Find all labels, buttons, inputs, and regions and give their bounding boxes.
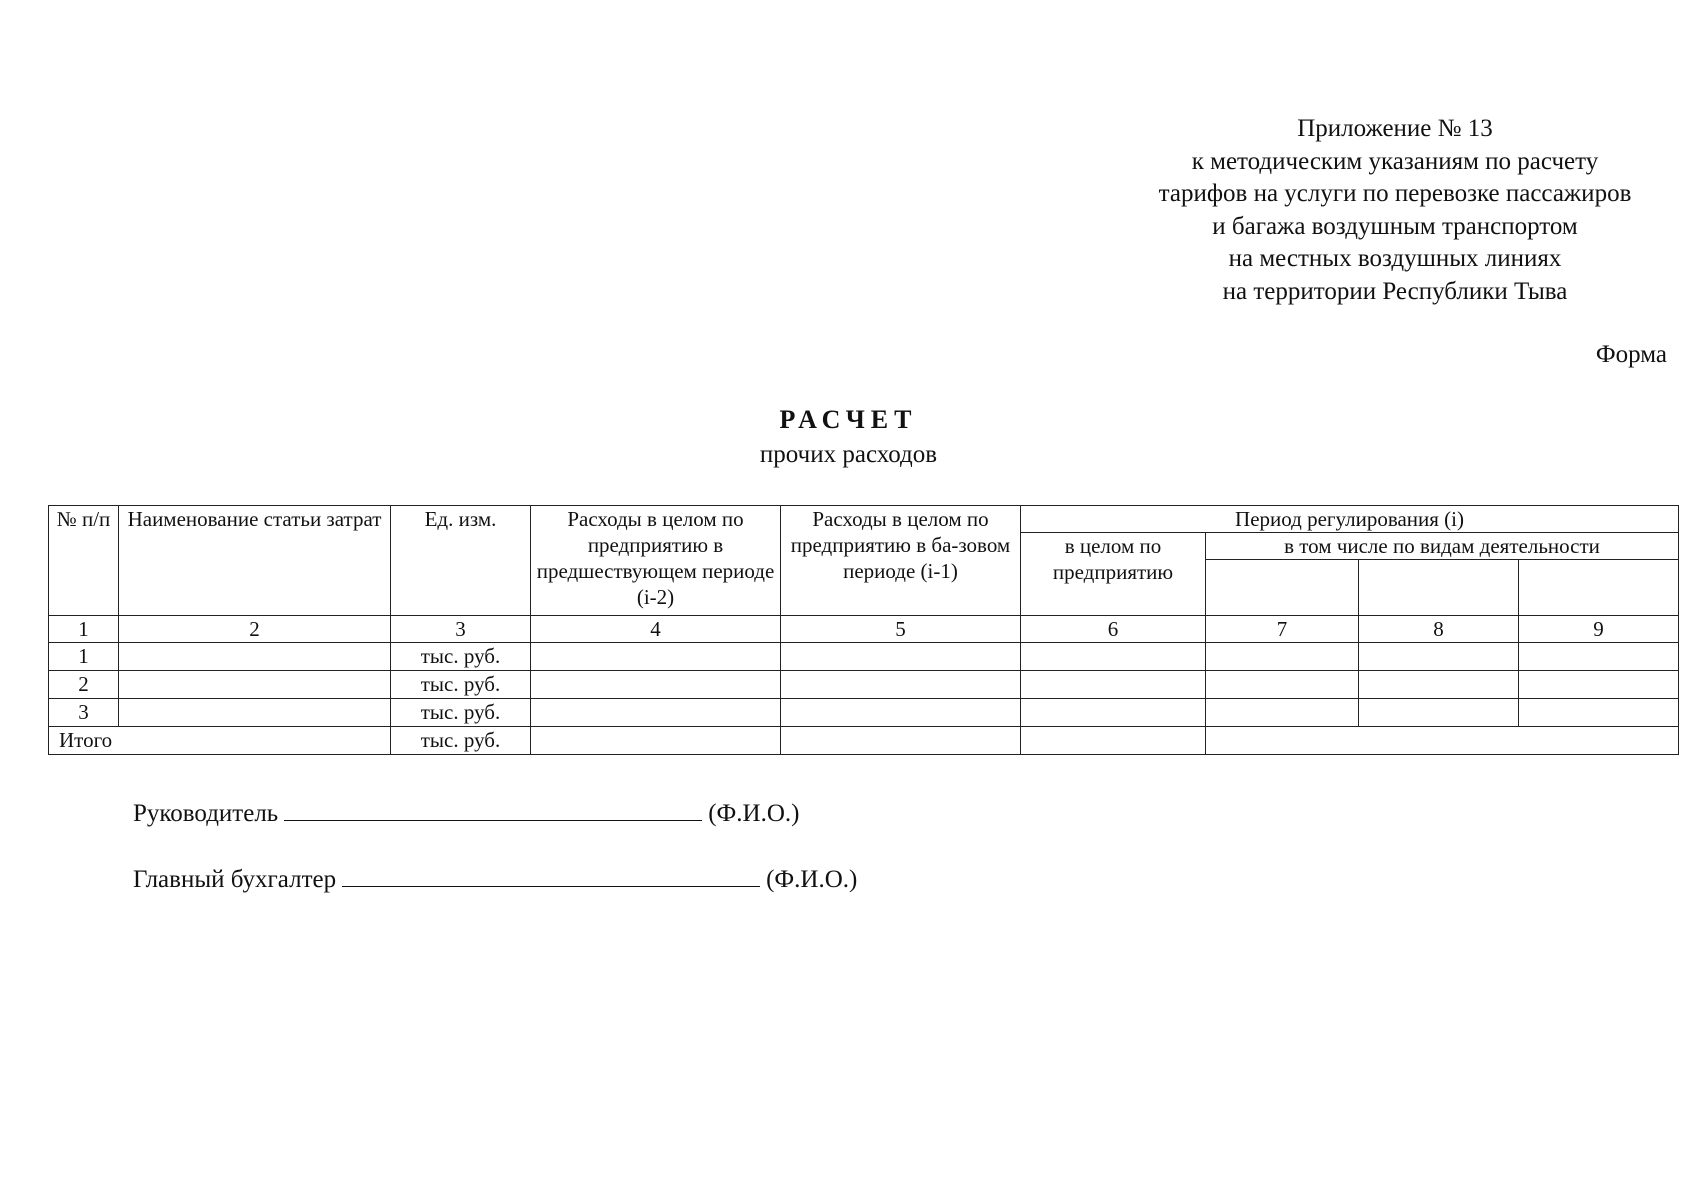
row-num: 1 (49, 643, 119, 671)
column-number: 9 (1519, 616, 1679, 643)
value-cell[interactable] (1519, 699, 1679, 727)
head-signature-label: Руководитель (133, 800, 279, 827)
value-cell[interactable] (1021, 699, 1206, 727)
table-row (49, 671, 1679, 699)
value-cell[interactable] (1206, 643, 1359, 671)
header-prev-period: Расходы в целом по предприятию в предшествующем периоде (i-2) (531, 506, 781, 616)
head-signature (133, 800, 799, 828)
total-value-cell[interactable] (1021, 727, 1206, 755)
value-cell[interactable] (781, 699, 1021, 727)
header-by-activity: в том числе по видам деятельности (1206, 533, 1679, 560)
appendix-header (1085, 113, 1697, 308)
activity-cell[interactable] (1206, 560, 1359, 616)
header-whole-enterprise: в целом по предприятию (1021, 533, 1206, 616)
value-cell[interactable] (1359, 671, 1519, 699)
appendix-line: на местных воздушных линиях (1228, 245, 1562, 272)
header-row (49, 506, 1679, 533)
column-number: 6 (1021, 616, 1206, 643)
header-unit: Ед. изм. (391, 506, 531, 616)
row-unit: тыс. руб. (391, 699, 531, 727)
activity-cell[interactable] (1359, 560, 1519, 616)
column-numbers-row (49, 616, 1679, 643)
value-cell[interactable] (531, 643, 781, 671)
expense-table (48, 505, 1679, 755)
row-name-cell[interactable] (119, 643, 391, 671)
accountant-signature-suffix: (Ф.И.О.) (766, 866, 858, 893)
header-num: № п/п (49, 506, 119, 616)
appendix-line: и багажа воздушным транспортом (1212, 212, 1578, 240)
row-num: 3 (49, 699, 119, 727)
total-label: Итого (49, 727, 391, 755)
head-signature-suffix: (Ф.И.О.) (708, 800, 800, 827)
row-num: 2 (49, 671, 119, 699)
appendix-line: к методическим указаниям по расчету (1191, 147, 1599, 175)
column-number: 2 (119, 616, 391, 643)
header-reg-period: Период регулирования (i) (1021, 506, 1679, 533)
value-cell[interactable] (531, 671, 781, 699)
column-number: 7 (1206, 616, 1359, 643)
header-name: Наименование статьи затрат (119, 506, 391, 616)
accountant-signature-label: Главный бухгалтер (133, 866, 337, 893)
column-number: 1 (49, 616, 119, 643)
total-unit: тыс. руб. (391, 727, 531, 755)
form-label: Форма (1595, 341, 1667, 368)
appendix-line: на территории Республики Тыва (1222, 277, 1568, 305)
column-number: 8 (1359, 616, 1519, 643)
value-cell[interactable] (1021, 671, 1206, 699)
header-base-period: Расходы в целом по предприятию в ба-зовом периоде (i-1) (781, 506, 1021, 616)
row-unit: тыс. руб. (391, 671, 531, 699)
value-cell[interactable] (1021, 643, 1206, 671)
activity-cell[interactable] (1519, 560, 1679, 616)
total-row (49, 727, 1679, 755)
document-title: РАСЧЕТ (779, 405, 918, 434)
value-cell[interactable] (1206, 699, 1359, 727)
appendix-line: Приложение № 13 (1297, 115, 1493, 142)
value-cell[interactable] (1206, 671, 1359, 699)
row-name-cell[interactable] (119, 699, 391, 727)
value-cell[interactable] (1359, 643, 1519, 671)
column-number: 3 (391, 616, 531, 643)
row-unit: тыс. руб. (391, 643, 531, 671)
accountant-signature (133, 866, 857, 894)
value-cell[interactable] (1359, 699, 1519, 727)
head-signature-line[interactable] (284, 800, 702, 821)
column-number: 5 (781, 616, 1021, 643)
value-cell[interactable] (781, 671, 1021, 699)
column-number: 4 (531, 616, 781, 643)
value-cell[interactable] (781, 643, 1021, 671)
document-subtitle: прочих расходов (759, 441, 938, 468)
total-value-cell[interactable] (531, 727, 781, 755)
value-cell[interactable] (1519, 643, 1679, 671)
value-cell[interactable] (1519, 671, 1679, 699)
appendix-line: тарифов на услуги по перевозке пассажиров (1158, 180, 1632, 207)
table-row (49, 699, 1679, 727)
value-cell[interactable] (531, 699, 781, 727)
accountant-signature-line[interactable] (342, 866, 760, 887)
total-activity-cell[interactable] (1206, 727, 1679, 755)
row-name-cell[interactable] (119, 671, 391, 699)
table-row (49, 643, 1679, 671)
total-value-cell[interactable] (781, 727, 1021, 755)
